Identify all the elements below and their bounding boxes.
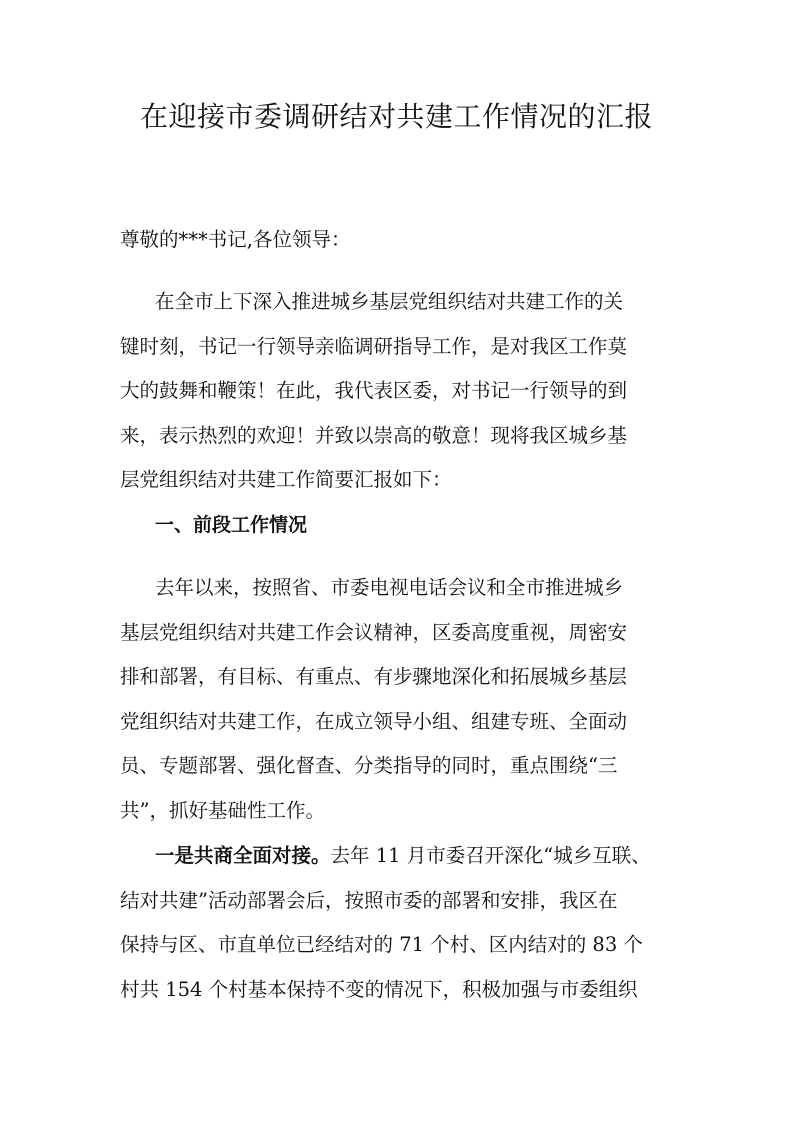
paragraph-lead-bold: 一是共商全面对接。 [155,844,331,867]
salutation: 尊敬的***书记,各位领导： [120,228,351,251]
paragraph-line: 共”，抓好基础性工作。 [120,798,325,822]
paragraph-line: 去年以来，按照省、市委电视电话会议和全市推进城乡 [155,576,624,599]
paragraph-line: 排和部署，有目标、有重点、有步骤地深化和拓展城乡基层 [120,665,628,688]
paragraph-line: 员、专题部署、强化督查、分类指导的同时，重点围绕“三 [120,754,618,777]
paragraph-line: 党组织结对共建工作，在成立领导小组、组建专班、全面动 [120,709,628,733]
paragraph-line: 在全市上下深入推进城乡基层党组织结对共建工作的关 [155,290,624,313]
section-heading [120,503,680,548]
paragraph-line [120,834,680,879]
paragraph-line-rest: 去年 11 月市委召开深化“城乡互联、 [330,844,651,867]
paragraph-line: 来，表示热烈的欢迎！并致以崇高的敬意！现将我区城乡基 [120,423,628,447]
section1-paragraph [120,566,680,833]
paragraph-line: 大的鼓舞和鞭策！在此，我代表区委，对书记一行领导的到 [120,379,628,402]
intro-paragraph [120,280,680,503]
consultation-paragraph [120,834,680,1012]
paragraph-line: 村共 154 个村基本保持不变的情况下，积极加强与市委组织 [120,977,638,1001]
paragraph-line: 键时刻，书记一行领导亲临调研指导工作，是对我区工作莫 [120,334,628,358]
document-title: 在迎接市委调研结对共建工作情况的汇报 [139,100,653,133]
paragraph-line: 保持与区、市直单位已经结对的 71 个村、区内结对的 83 个 [120,933,643,956]
paragraph-line: 基层党组织结对共建工作会议精神，区委高度重视，周密安 [120,620,628,644]
paragraph-line: 层党组织结对共建工作简要汇报如下： [120,468,452,491]
paragraph-line: 结对共建”活动部署会后，按照市委的部署和安排，我区在 [120,888,618,912]
section-heading-text: 一、前段工作情况 [155,514,308,536]
